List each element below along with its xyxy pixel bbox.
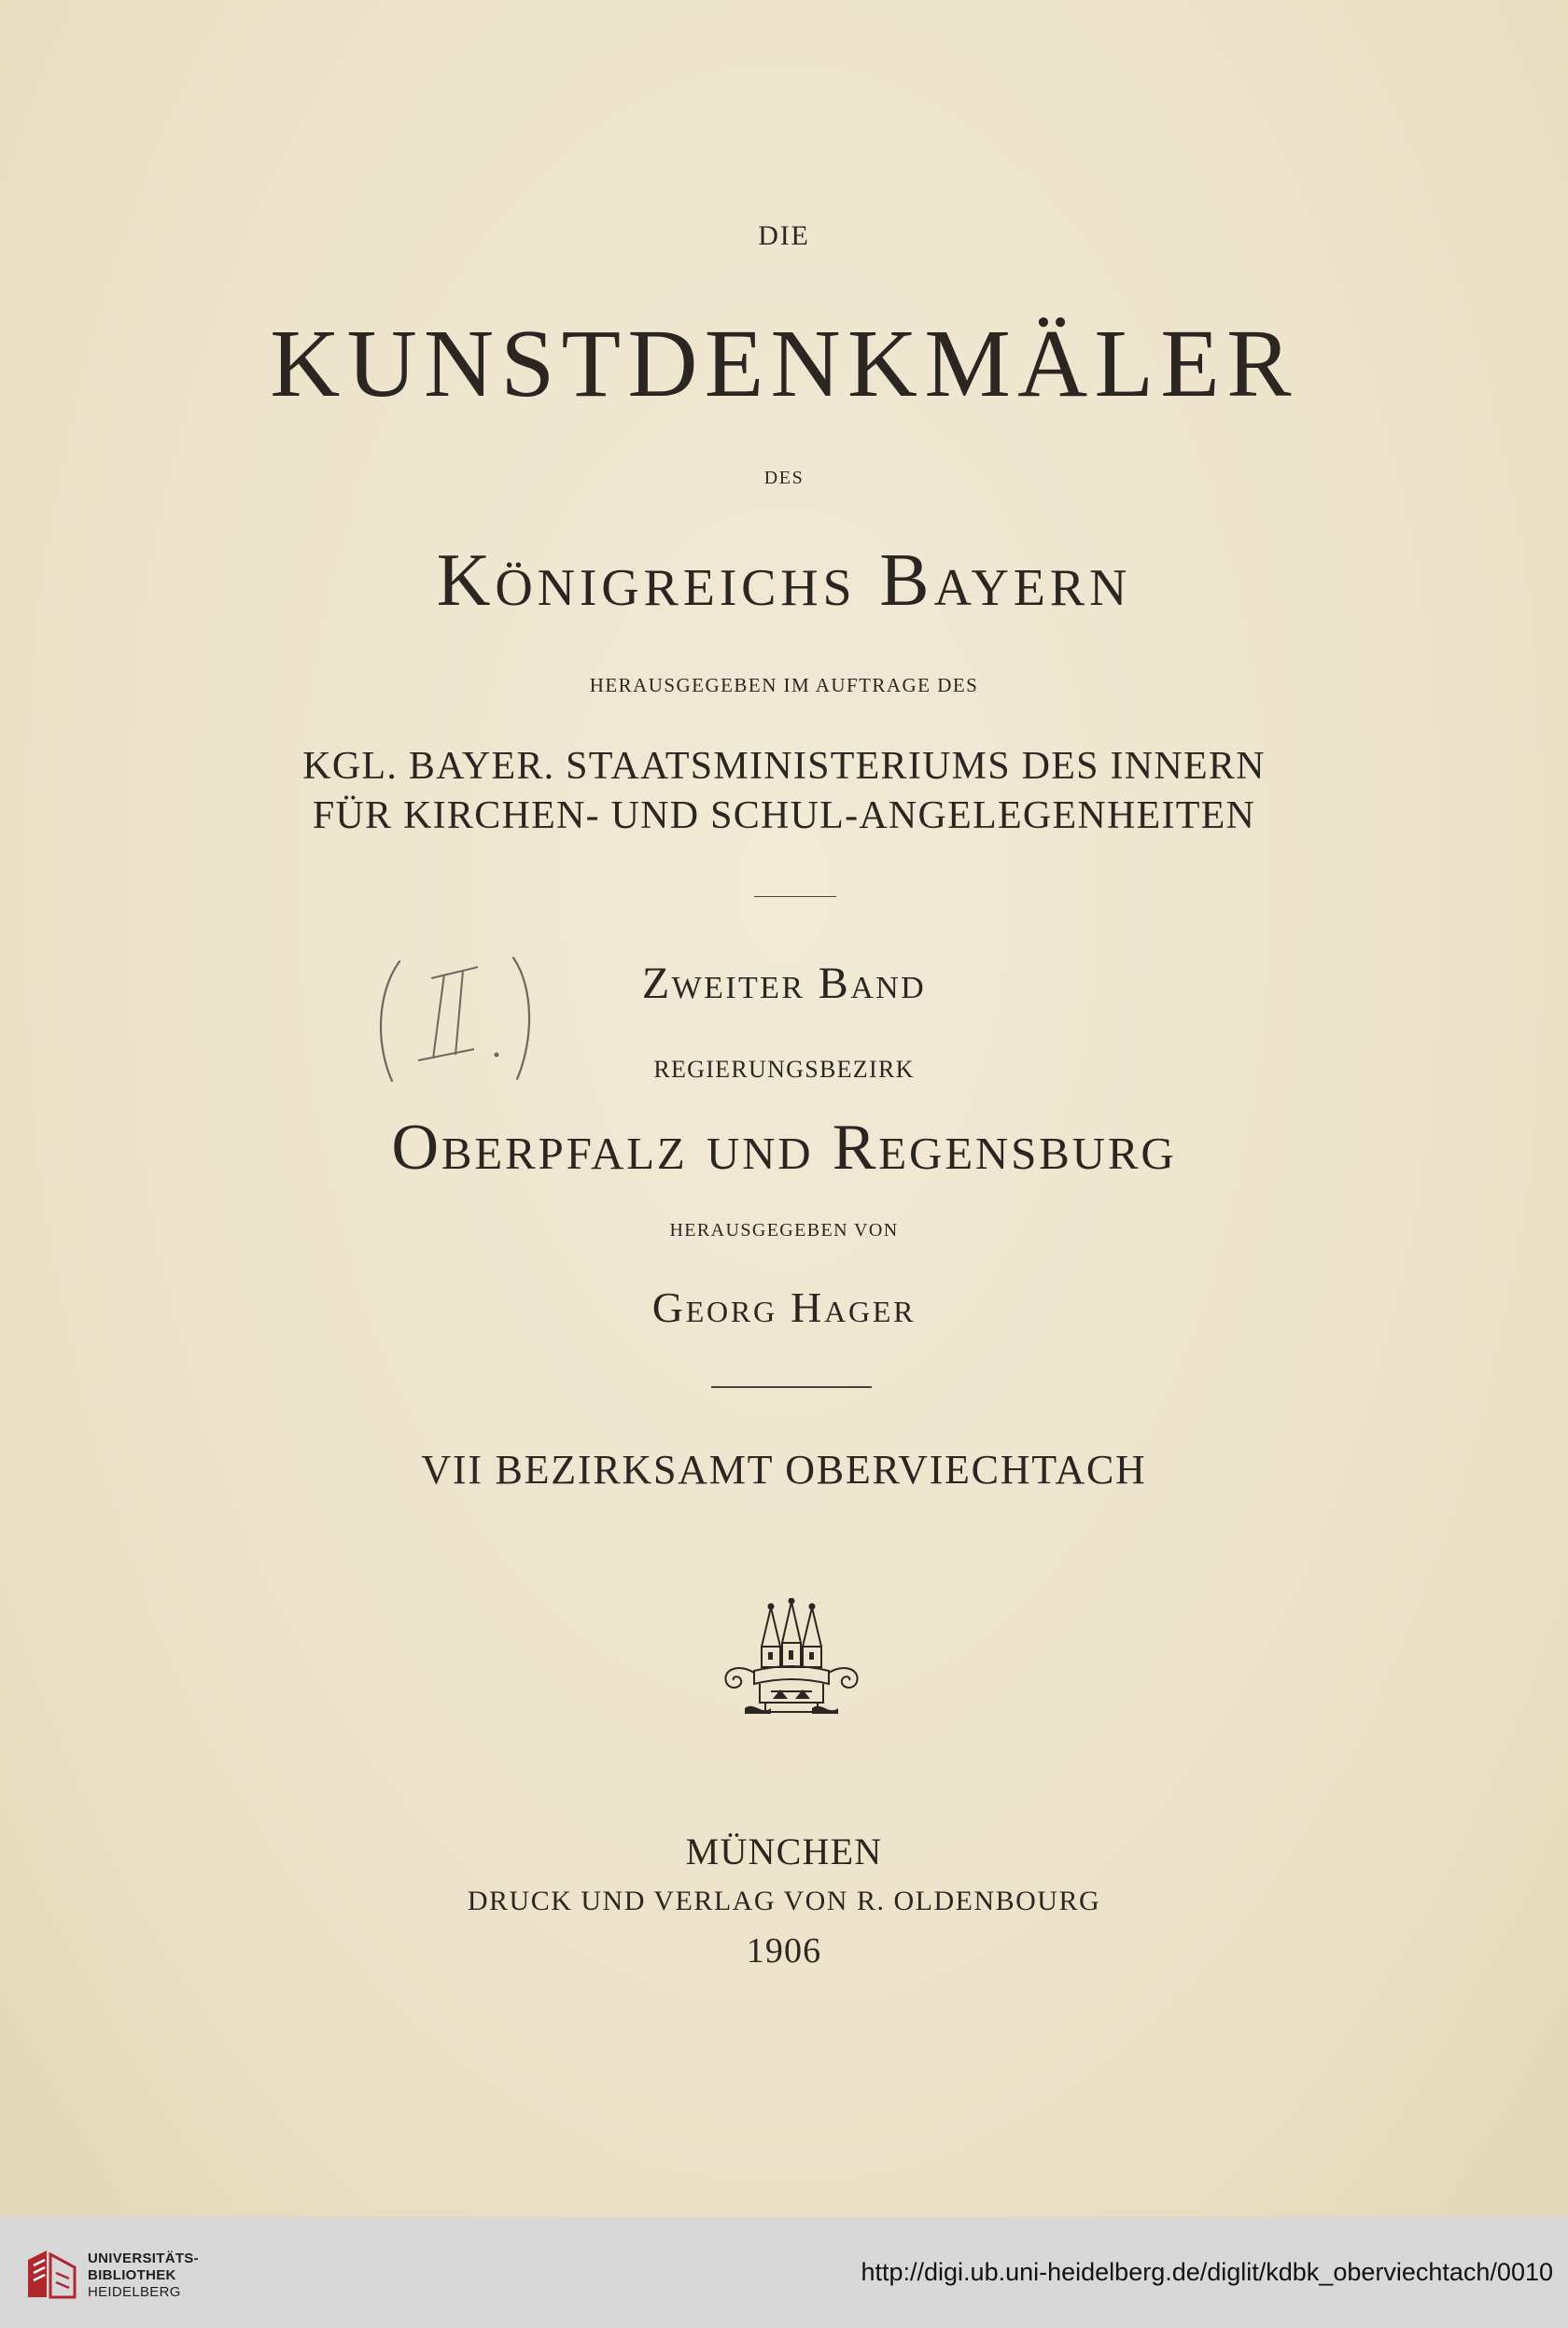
publication-city: MÜNCHEN xyxy=(685,1830,883,1872)
region-label: REGIERUNGSBEZIRK xyxy=(653,1056,915,1083)
divider-rule-1 xyxy=(754,896,836,897)
library-name-line-3: HEIDELBERG xyxy=(88,2284,181,2300)
district-title: VII BEZIRKSAMT OBERVIECHTACH xyxy=(421,1447,1147,1493)
castle-emblem-icon xyxy=(717,1598,866,1719)
divider-rule-2 xyxy=(711,1386,872,1388)
ministry-line-2: FÜR KIRCHEN- UND SCHUL-ANGELEGENHEITEN xyxy=(312,794,1256,837)
library-logo-icon xyxy=(24,2247,78,2301)
edited-by-label: HERAUSGEGEBEN VON xyxy=(669,1220,899,1241)
permalink-url[interactable]: http://digi.ub.uni-heidelberg.de/diglit/kdbk_oberviechtach/0010 xyxy=(861,2258,1553,2286)
main-title: KUNSTDENKMÄLER xyxy=(270,310,1298,417)
publisher-line: DRUCK UND VERLAG VON R. OLDENBOURG xyxy=(467,1886,1101,1916)
volume-title: Zweiter Band xyxy=(641,959,927,1008)
footer-bar xyxy=(0,2217,1568,2328)
title-des: DES xyxy=(763,468,805,488)
library-name-line-1: UNIVERSITÄTS- xyxy=(88,2251,199,2266)
ministry-line-1: KGL. BAYER. STAATSMINISTERIUMS DES INNERN xyxy=(302,745,1266,788)
editor-name: Georg Hager xyxy=(651,1283,917,1331)
title-die: DIE xyxy=(758,220,810,251)
publication-year: 1906 xyxy=(746,1931,822,1970)
library-name xyxy=(88,2251,199,2301)
kingdom-title: Königreichs Bayern xyxy=(436,540,1132,622)
library-name-line-2: BIBLIOTHEK xyxy=(88,2267,176,2283)
published-by-order: HERAUSGEGEBEN IM AUFTRAGE DES xyxy=(589,674,979,696)
region-title: Oberpfalz und Regensburg xyxy=(391,1112,1177,1184)
